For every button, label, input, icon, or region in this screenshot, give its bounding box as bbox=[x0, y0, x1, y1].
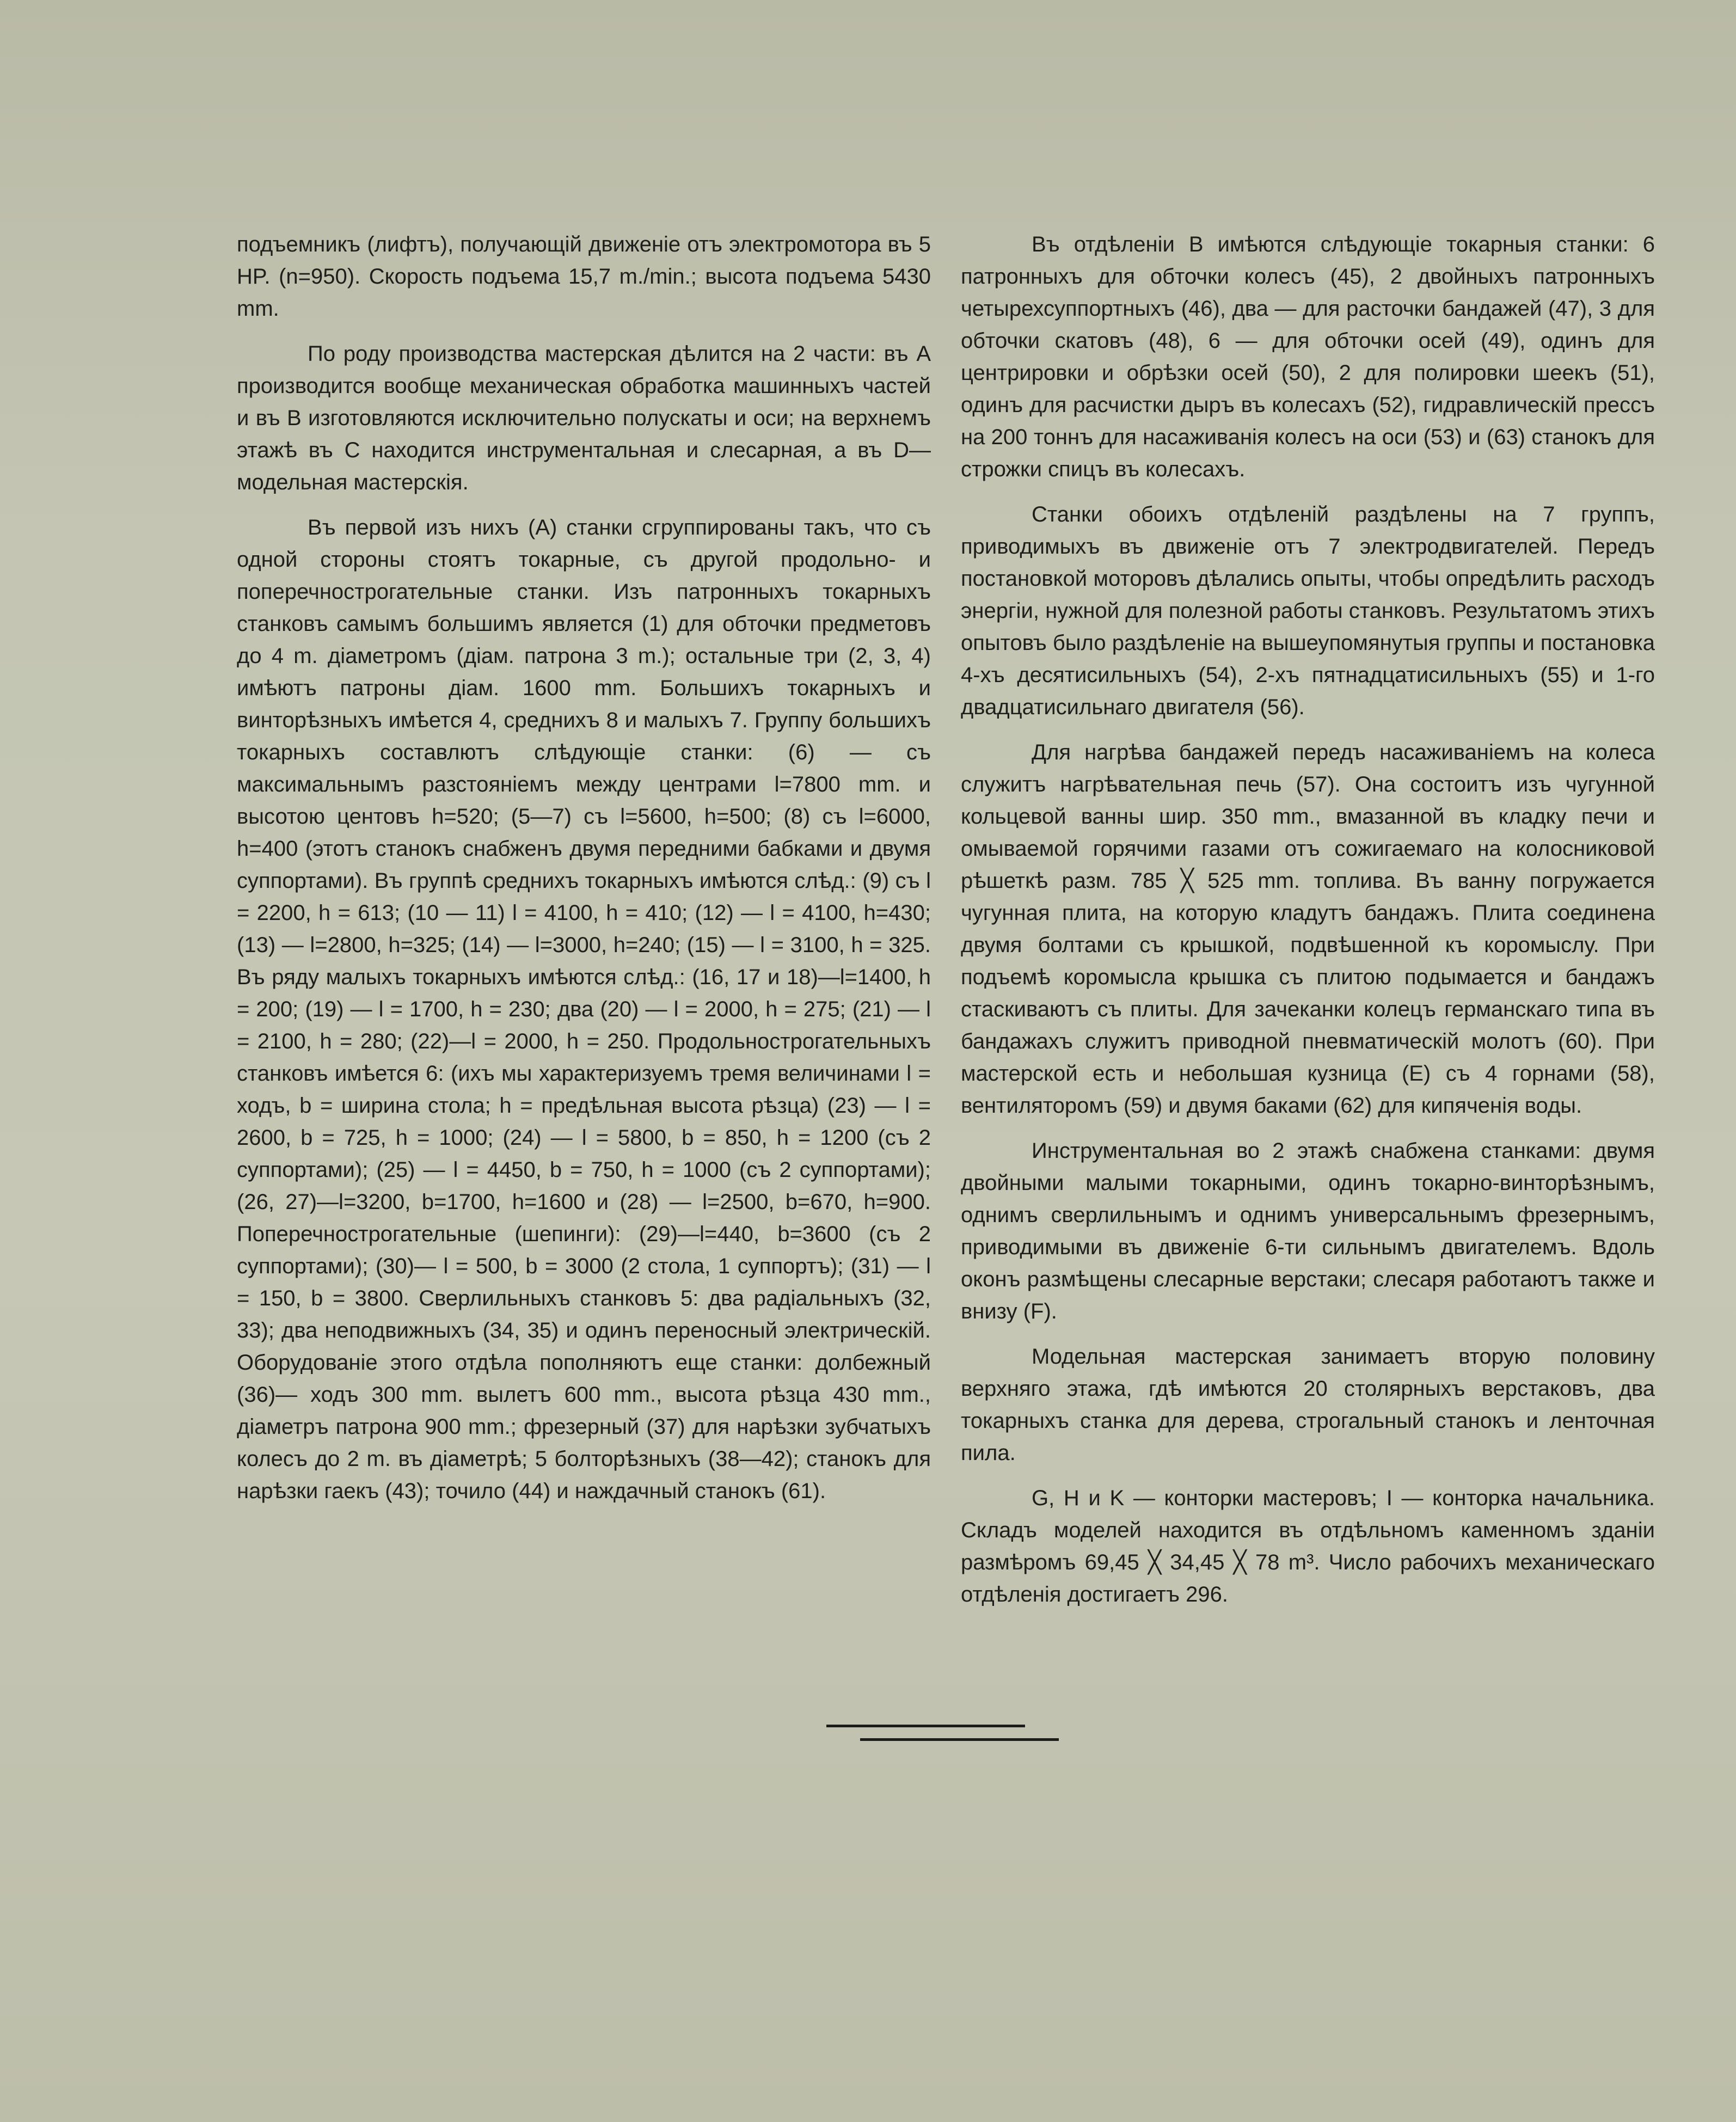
paragraph-section-a-machines: Въ первой изъ нихъ (А) станки сгруппированы такъ, что съ одной стороны стоятъ токарные, съ другой продольно- и поперечнострогательные станки. Изъ патронныхъ токарныхъ станковъ самымъ большимъ является (1) для обточки предметовъ до 4 m. діаметромъ (діам. патрона 3 m.); остальные три (2, 3, 4) имѣютъ патроны діам. 1600 mm. Большихъ токарныхъ и винторѣзныхъ имѣется 4, среднихъ 8 и малыхъ 7. Группу большихъ токарныхъ составлютъ слѣдующіе станки: (6) — съ максимальнымъ разстояніемъ между центрами l=7800 mm. и высотою центовъ h=520; (5—7) съ l=5600, h=500; (8) съ l=6000, h=400 (этотъ станокъ снабженъ двумя передними бабками и двумя суппортами). Въ группѣ среднихъ токарныхъ имѣются слѣд.: (9) съ l = 2200, h = 613; (10 — 11) l = 4100, h = 410; (12) — l = 4100, h=430; (13) — l=2800, h=325; (14) — l=3000, h=240; (15) — l = 3100, h = 325. Въ ряду малыхъ токарныхъ имѣются слѣд.: (16, 17 и 18)—l=1400, h = 200; (19) — l = 1700, h = 230; два (20) — l = 2000, h = 275; (21) — l = 2100, h = 280; (22)—l = 2000, h = 250. Продольнострогательныхъ станковъ имѣется 6: (ихъ мы характеризуемъ тремя величинами l = ходъ, b = ширина стола; h = предѣльная высота рѣзца) (23) — l = 2600, b = 725, h = 1000; (24) — l = 5800, b = 850, h = 1200 (съ 2 суппортами); (25) — l = 4450, b = 750, h = 1000 (съ 2 суппортами); (26, 27)—l=3200, b=1700, h=1600 и (28) — l=2500, b=670, h=900. Поперечнострогательные (шепинги): (29)—l=440, b=3600 (съ 2 суппортами); (30)— l = 500, b = 3000 (2 стола, 1 суппортъ); (31) — l = 150, b = 3800. Сверлильныхъ станковъ 5: два радіальныхъ (32, 33); два неподвижныхъ (34, 35) и одинъ переносный электрическій. Оборудованіе этого отдѣла пополняютъ еще станки: долбежный (36)— ходъ 300 mm. вылетъ 600 mm., высота рѣзца 430 mm., діаметръ патрона 900 mm.; фрезерный (37) для нарѣзки зубчатыхъ колесъ до 2 m. въ діаметрѣ; 5 болторѣзныхъ (38—42); станокъ для нарѣзки гаекъ (43); точило (44) и наждачный станокъ (61). bbox=[237, 516, 931, 1503]
paragraph-lift-continued: подъемникъ (лифтъ), получающій движеніе отъ электромотора въ 5 HP. (n=950). Скорость подъема 15,7 m./min.; высота подъема 5430 mm. bbox=[237, 232, 931, 321]
paragraph-tool-shop: Инструментальная во 2 этажѣ снабжена станками: двумя двойными малыми токарными, одинъ токарно-винторѣзнымъ, однимъ сверлильнымъ и однимъ универсальнымъ фрезернымъ, приводимыми въ движеніе 6-ти сильнымъ двигателемъ. Вдоль оконъ размѣщены слесарные верстаки; слесаря работаютъ также и внизу (F). bbox=[961, 1139, 1655, 1323]
end-rule-bottom bbox=[860, 1738, 1059, 1741]
paragraph-model-shop: Модельная мастерская занимаетъ вторую половину верхняго этажа, гдѣ имѣются 20 столярныхъ верстаковъ, два токарныхъ станка для дерева, строгальный станокъ и ленточная пила. bbox=[961, 1345, 1655, 1465]
paragraph-offices-workers: G, H и K — конторки мастеровъ; I — конторка начальника. Складъ моделей находится въ отдѣльномъ каменномъ зданіи размѣромъ 69,45 ╳ 34,45 ╳ 78 m³. Число рабочихъ механическаго отдѣленія достигаетъ 296. bbox=[961, 1486, 1655, 1606]
paragraph-workshop-division: По роду производства мастерская дѣлится на 2 части: въ А производится вообще механическая обработка машинныхъ частей и въ В изготовляются исключительно полускаты и оси; на верхнемъ этажѣ въ С находится инструментальная и слесарная, а въ D—модельная мастерскія. bbox=[237, 342, 931, 494]
left-text-column bbox=[237, 229, 931, 1520]
right-text-column bbox=[961, 229, 1655, 1624]
paragraph-motor-groups: Станки обоихъ отдѣленій раздѣлены на 7 группъ, приводимыхъ въ движеніе отъ 7 электродвигателей. Передъ постановкой моторовъ дѣлались опыты, чтобы опредѣлить расходъ энергіи, нужной для полезной работы станковъ. Результатомъ этихъ опытовъ было раздѣленіе на вышеупомянутыя группы и постановка 4-хъ десятисильныхъ (54), 2-хъ пятнадцатисильныхъ (55) и 1-го двадцатисильнаго двигателя (56). bbox=[961, 502, 1655, 719]
paragraph-heating-furnace: Для нагрѣва бандажей передъ насаживаніемъ на колеса служитъ нагрѣвательная печь (57). Она состоитъ изъ чугунной кольцевой ванны шир. 350 mm., вмазанной въ кладку печи и омываемой горячими газами отъ сожигаемаго на колосниковой рѣшеткѣ разм. 785 ╳ 525 mm. топлива. Въ ванну погружается чугунная плита, на которую кладутъ бандажъ. Плита соединена двумя болтами съ крышкой, подвѣшенной къ коромыслу. При подъемѣ коромысла крышка съ плитою подымается и бандажъ стаскиваютъ съ плиты. Для зачеканки колецъ германскаго типа въ бандажахъ служитъ приводной пневматическій молотъ (60). При мастерской есть и небольшая кузница (Е) съ 4 горнами (58), вентиляторомъ (59) и двумя баками (62) для кипяченія воды. bbox=[961, 740, 1655, 1118]
paragraph-section-b-machines: Въ отдѣленіи В имѣются слѣдующіе токарныя станки: 6 патронныхъ для обточки колесъ (45), 2 двойныхъ патронныхъ четырехсуппортныхъ (46), два — для расточки бандажей (47), 3 для обточки скатовъ (48), 6 — для обточки осей (49), одинъ для центрировки и обрѣзки осей (50), 2 для полировки шеекъ (51), одинъ для расчистки дыръ въ колесахъ (52), гидравлическій прессъ на 200 тоннъ для насаживанія колесъ на оси (53) и (63) станокъ для строжки спицъ въ колесахъ. bbox=[961, 232, 1655, 481]
end-rule-top bbox=[826, 1725, 1025, 1727]
